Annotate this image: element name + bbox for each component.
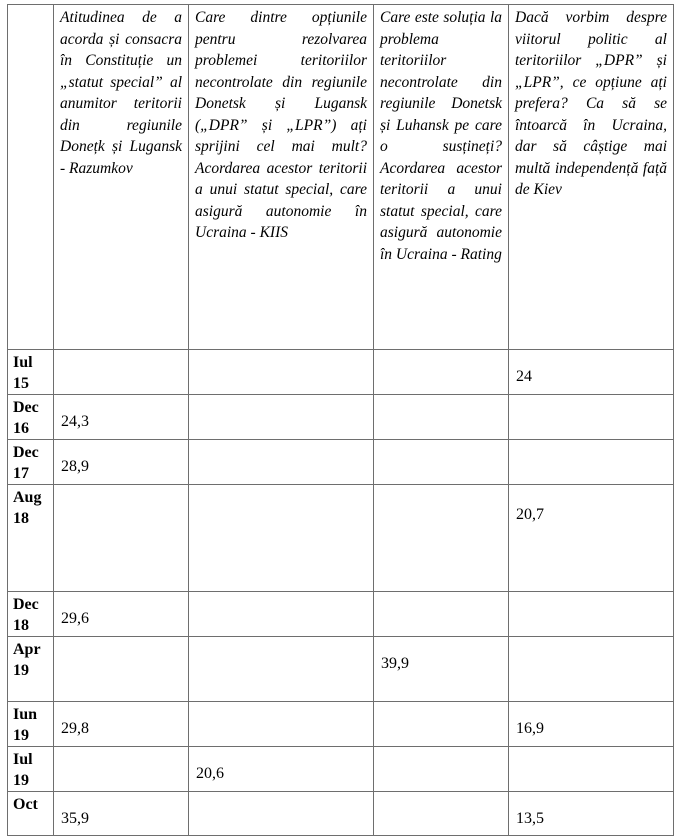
value-cell — [189, 637, 374, 702]
header-text-future: Dacă vorbim despre viitorul politic al teritoriilor „DPR” și „LPR”, ce opțiune ați prefera? Ca să se întoarcă în Ucraina, dar să câștige mai multă independență față de Kiev — [515, 9, 667, 198]
value-cell — [374, 350, 509, 395]
value-cell — [374, 637, 509, 702]
date-cell: Iul 19 — [8, 747, 54, 792]
value-cell — [374, 792, 509, 836]
value-text — [189, 702, 373, 719]
date-cell: Dec 18 — [8, 592, 54, 637]
date-cell: Dec 17 — [8, 440, 54, 485]
value-cell — [509, 350, 674, 395]
value-cell — [54, 792, 189, 836]
value-text: 39,9 — [381, 655, 409, 672]
value-cell — [509, 592, 674, 637]
value-cell — [54, 637, 189, 702]
value-text — [189, 395, 373, 412]
table-row — [8, 440, 674, 485]
value-cell — [509, 485, 674, 592]
value-text — [54, 637, 188, 654]
value-text — [374, 592, 508, 609]
table-row — [8, 792, 674, 836]
value-text — [54, 485, 188, 505]
value-cell — [189, 792, 374, 836]
value-text: 35,9 — [61, 810, 89, 827]
value-text — [509, 637, 673, 654]
header-text-razumkov: Atitudinea de a acorda și consacra în Constituție un „statut special” al anumitor teritorii din regiunile Donețk și Lugansk - Razumkov — [60, 9, 182, 177]
value-text — [189, 792, 373, 809]
value-text: 16,9 — [516, 720, 544, 737]
value-text — [374, 440, 508, 457]
value-cell — [509, 637, 674, 702]
value-text — [374, 485, 508, 505]
table-row — [8, 637, 674, 702]
date-cell: Aug 18 — [8, 485, 54, 592]
value-cell — [374, 395, 509, 440]
value-text — [374, 792, 508, 809]
value-cell — [509, 440, 674, 485]
value-text: 28,9 — [61, 458, 89, 475]
value-cell — [54, 702, 189, 747]
value-cell — [374, 592, 509, 637]
value-text — [509, 592, 673, 609]
header-cell-razumkov — [54, 5, 189, 350]
value-cell — [54, 395, 189, 440]
value-cell — [509, 747, 674, 792]
value-cell — [374, 702, 509, 747]
date-cell: Dec 16 — [8, 395, 54, 440]
header-row — [8, 5, 674, 350]
value-text — [189, 485, 373, 505]
value-cell — [189, 702, 374, 747]
value-cell — [509, 792, 674, 836]
value-cell — [509, 395, 674, 440]
value-cell — [189, 440, 374, 485]
date-cell: Apr 19 — [8, 637, 54, 702]
survey-table — [7, 4, 674, 836]
value-text — [189, 440, 373, 457]
value-text — [374, 702, 508, 719]
header-cell-kiis — [189, 5, 374, 350]
value-cell — [374, 747, 509, 792]
value-cell — [189, 747, 374, 792]
value-cell — [374, 485, 509, 592]
value-text: 29,6 — [61, 610, 89, 627]
value-cell — [54, 485, 189, 592]
header-cell-future — [509, 5, 674, 350]
survey-table-body — [8, 5, 674, 836]
header-cell-rating — [374, 5, 509, 350]
value-text — [509, 440, 673, 457]
table-row — [8, 592, 674, 637]
value-text: 20,7 — [516, 506, 544, 523]
date-cell: Oct — [8, 792, 54, 836]
value-text — [374, 350, 508, 367]
value-text — [189, 637, 373, 654]
value-cell — [189, 350, 374, 395]
value-cell — [54, 592, 189, 637]
value-text: 20,6 — [196, 765, 224, 782]
table-row — [8, 702, 674, 747]
value-text — [509, 395, 673, 412]
header-text-rating: Care este soluția la problema teritoriilor necontrolate din regiunile Donetsk și Luhansk pe care o susțineți? Acordarea acestor teritorii a unui statut special, care asigură autonomie în Ucraina - Rating — [380, 9, 502, 263]
table-row — [8, 485, 674, 592]
value-text — [374, 395, 508, 412]
date-cell: Iun 19 — [8, 702, 54, 747]
table-row — [8, 350, 674, 395]
value-text — [189, 592, 373, 609]
table-row — [8, 395, 674, 440]
table-row — [8, 747, 674, 792]
value-text: 29,8 — [61, 720, 89, 737]
value-cell — [54, 440, 189, 485]
value-cell — [54, 747, 189, 792]
value-text: 24,3 — [61, 413, 89, 430]
value-cell — [54, 350, 189, 395]
value-text — [189, 350, 373, 367]
value-cell — [189, 395, 374, 440]
value-cell — [374, 440, 509, 485]
value-cell — [189, 592, 374, 637]
value-cell — [189, 485, 374, 592]
value-text: 13,5 — [516, 810, 544, 827]
header-corner-cell — [8, 5, 54, 350]
value-text — [54, 350, 188, 367]
value-cell — [509, 702, 674, 747]
date-cell: Iul 15 — [8, 350, 54, 395]
value-text: 24 — [516, 368, 532, 385]
header-text-kiis: Care dintre opțiunile pentru rezolvarea problemei teritoriilor necontrolate din regiunile Donetsk și Lugansk („DPR” și „LPR”) ați sprijini cel mai mult? Acordarea acestor teritorii a unui statut special, care asigură autonomie în Ucraina - KIIS — [195, 9, 367, 241]
